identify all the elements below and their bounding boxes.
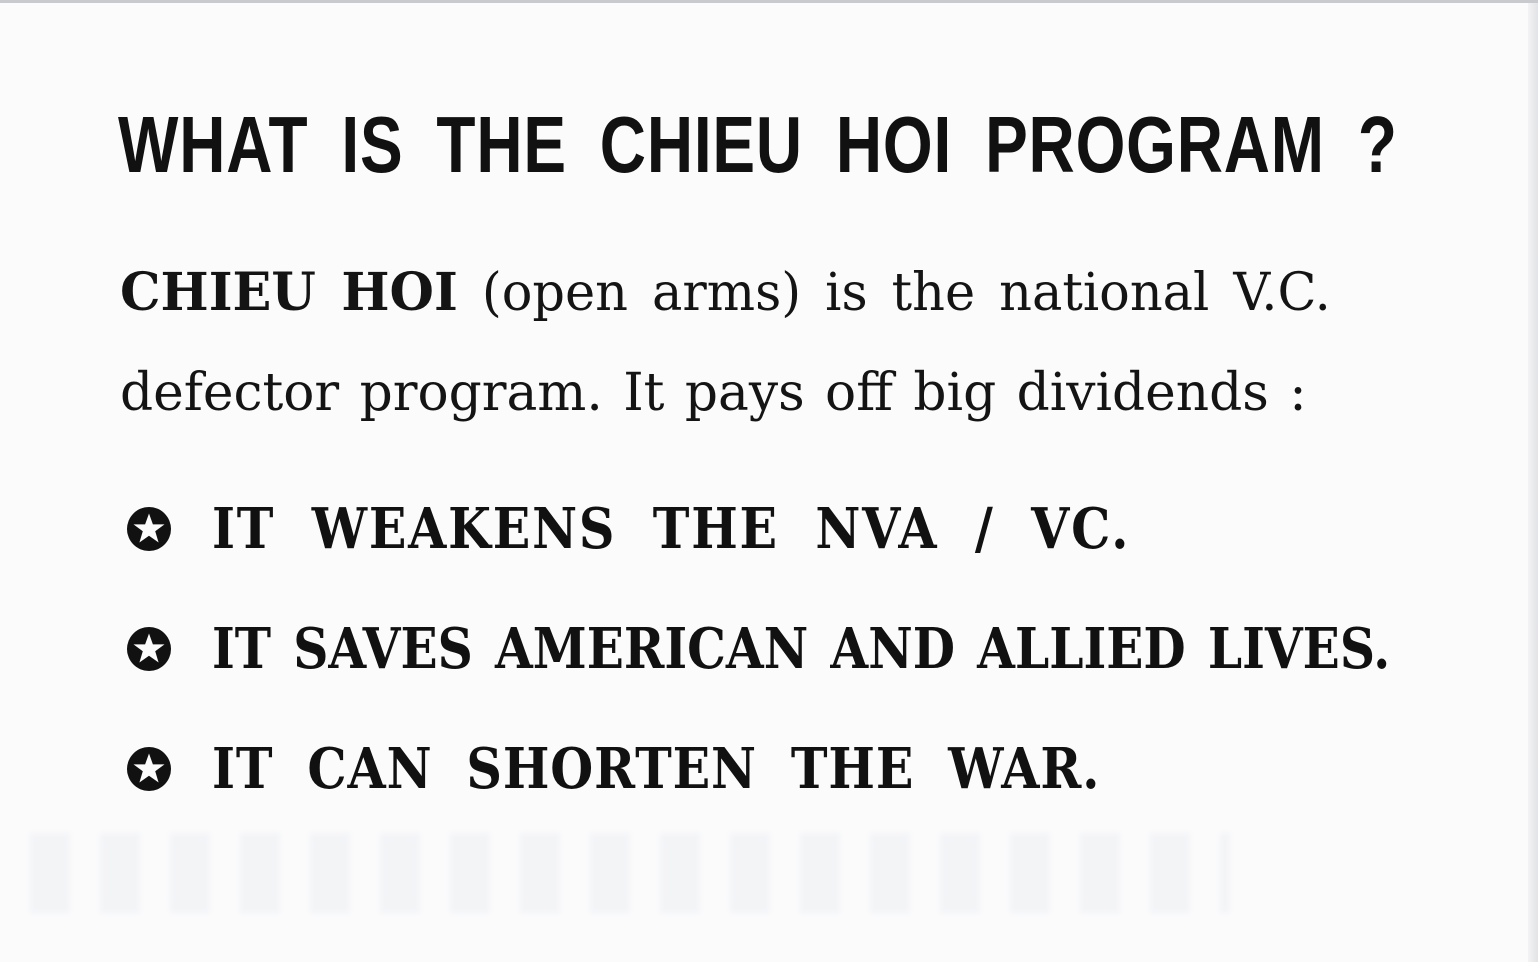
show-through-print (30, 833, 1230, 913)
list-item (120, 473, 1450, 593)
star-in-circle-icon (125, 505, 173, 553)
list-item (120, 713, 1450, 833)
intro-paragraph (120, 243, 1430, 443)
list-item (120, 593, 1450, 713)
star-in-circle-icon (125, 625, 173, 673)
benefits-list (120, 473, 1450, 833)
bullet-text: IT CAN SHORTEN THE WAR. (212, 736, 1101, 802)
paper-edge-shadow (1528, 3, 1538, 962)
leaflet-title: WHAT IS THE CHIEU HOI PROGRAM ? (118, 100, 1398, 189)
intro-line-1-rest: (open arms) is the national V.C. (481, 263, 1331, 323)
bullet-text: IT WEAKENS THE NVA / VC. (212, 496, 1131, 562)
star-in-circle-icon (125, 745, 173, 793)
bullet-text: IT SAVES AMERICAN AND ALLIED LIVES. (212, 616, 1391, 682)
intro-line-1 (120, 243, 1404, 343)
intro-line-2: defector program. It pays off big dividends : (120, 363, 1307, 423)
intro-bold-lead: CHIEU HOI (120, 262, 458, 323)
